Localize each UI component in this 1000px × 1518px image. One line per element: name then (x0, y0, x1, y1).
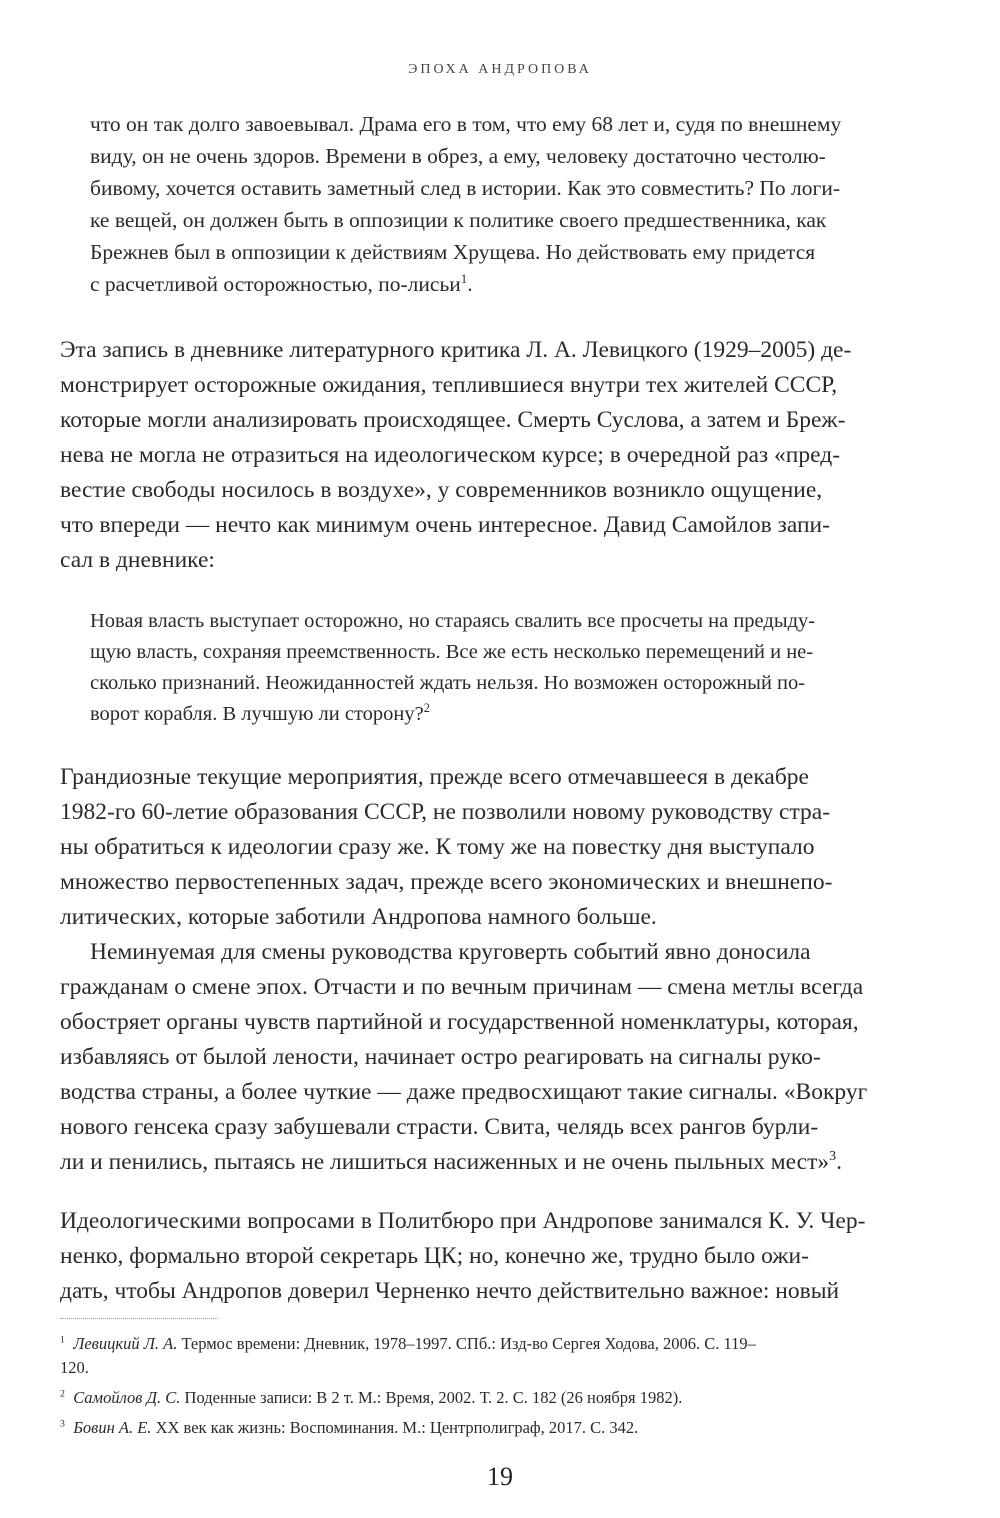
footnote-number: 1 (60, 1334, 65, 1346)
paragraph-3-line: избавляясь от былой лености, начинает остро реагировать на сигналы руко- (60, 1044, 821, 1070)
paragraph-4-line: ненко, формально второй секретарь ЦК; но, конечно же, трудно было ожи- (60, 1243, 809, 1269)
footnote-author: Левицкий Л. А. (73, 1334, 178, 1353)
paragraph-2-line: 1982-го 60-летие образования СССР, не позволили новому руководству стра- (60, 799, 831, 825)
paragraph-1-line: монстрирует осторожные ожидания, теплившиеся внутри тех жителей СССР, (60, 372, 838, 398)
paragraph-3-line: нового генсека сразу забушевали страсти. Свита, челядь всех рангов бурли- (60, 1114, 819, 1140)
paragraph-1-line: что впереди — нечто как минимум очень интересное. Давид Самойлов запи- (60, 512, 830, 538)
footnote-divider (60, 1318, 218, 1319)
quote-1-line: с расчетливой осторожностью, по-лисьи$^1$. (90, 271, 473, 296)
paragraph-3-line: водства страны, а более чуткие — даже предвосхищают такие сигналы. «Вокруг (60, 1079, 868, 1105)
footnote-ref-1: 1 (460, 271, 468, 286)
quote-1-line: ке вещей, он должен быть в оппозиции к политике своего предшественника, как (90, 208, 827, 232)
paragraph-4-line: Идеологическими вопросами в Политбюро при Андропове занимался К. У. Чер- (60, 1208, 866, 1234)
footnote-1 (60, 1334, 756, 1354)
paragraph-2-line: литических, которые заботили Андропова намного больше. (60, 904, 657, 930)
footnote-number: 2 (60, 1388, 65, 1400)
paragraph-4-line: дать, чтобы Андропов доверил Черненко нечто действительно важное: новый (60, 1278, 840, 1304)
quote-1-line: бивому, хочется оставить заметный след в истории. Как это совместить? По логи- (90, 176, 840, 200)
quote-2-line (90, 703, 430, 726)
quote-1-line: Брежнев был в оппозиции к действиям Хрущева. Но действовать ему придется (90, 240, 816, 264)
paragraph-1-line: сал в дневнике: (60, 547, 215, 573)
paragraph-3-line: ли и пенились, пытаясь не лишиться насиженных и не очень пыльных мест»$^3$. (60, 1148, 843, 1175)
paragraph-1-line: Эта запись в дневнике литературного критика Л. А. Левицкого (1929–2005) де- (60, 337, 852, 363)
paragraph-3-line: Неминуемая для смены руководства круговерть событий явно доносила (90, 939, 811, 965)
footnote-1-continuation: 120. (60, 1358, 89, 1377)
footnote-text: Поденные записи: В 2 т. М.: Время, 2002. Т. 2. С. 182 (26 ноября 1982). (180, 1388, 683, 1407)
quote-1-last-text: с расчетливой осторожностью, по-лисьи (90, 272, 461, 296)
page-number: 19 (487, 1462, 513, 1491)
footnote-text: Термос времени: Дневник, 1978–1997. СПб.: Изд-во Сергея Ходова, 2006. С. 119– (177, 1334, 756, 1353)
paragraph-1-line: которые могли анализировать происходящее. Смерть Суслова, а затем и Бреж- (60, 407, 846, 433)
paragraph-3-line: гражданам о смене эпох. Отчасти и по вечным причинам — смена метлы всегда (60, 974, 864, 1000)
footnote-ref-3: 3 (829, 1148, 837, 1165)
paragraph-1-line: вестие свободы носилось в воздухе», у современников возникло ощущение, (60, 477, 823, 503)
paragraph-2-line: Грандиозные текущие мероприятия, прежде всего отмечавшееся в декабре (60, 764, 809, 790)
footnote-3 (60, 1418, 638, 1438)
footnote-number: 3 (60, 1418, 65, 1430)
footnote-author: Бовин А. Е. (73, 1418, 152, 1437)
quote-1-line: что он так долго завоевывал. Драма его в том, что ему 68 лет и, судя по внешнему (90, 112, 842, 136)
paragraph-2-line: ны обратиться к идеологии сразу же. К тому же на повестку дня выступало (60, 834, 815, 860)
quote-2-line: щую власть, сохраняя преемственность. Все же есть несколько перемещений и не- (90, 641, 814, 663)
paragraph-1-line: нева не могла не отразиться на идеологическом курсе; в очередной раз «пред- (60, 442, 841, 468)
quote-2-last-text: ворот корабля. В лучшую ли сторону? (90, 703, 424, 725)
footnote-ref-2: 2 (423, 701, 430, 716)
paragraph-3-line: обостряет органы чувств партийной и государственной номенклатуры, которая, (60, 1009, 859, 1035)
quote-2-line: Новая власть выступает осторожно, но стараясь свалить все просчеты на предыду- (90, 610, 816, 632)
paragraph-3-last-text: ли и пенились, пытаясь не лишиться насиженных и не очень пыльных мест» (60, 1149, 830, 1175)
paragraph-2-line: множество первостепенных задач, прежде всего экономических и внешнепо- (60, 869, 833, 895)
footnote-2 (60, 1388, 682, 1408)
footnote-text: XX век как жизнь: Воспоминания. М.: Центрполиграф, 2017. С. 342. (151, 1418, 639, 1437)
quote-1-line: виду, он не очень здоров. Времени в обрез, а ему, человеку достаточно честолю- (90, 144, 826, 168)
running-head: ЭПОХА АНДРОПОВА (408, 62, 592, 77)
footnote-author: Самойлов Д. С. (73, 1388, 181, 1407)
quote-2-line: сколько признаний. Неожиданностей ждать нельзя. Но возможен осторожный по- (90, 672, 806, 694)
